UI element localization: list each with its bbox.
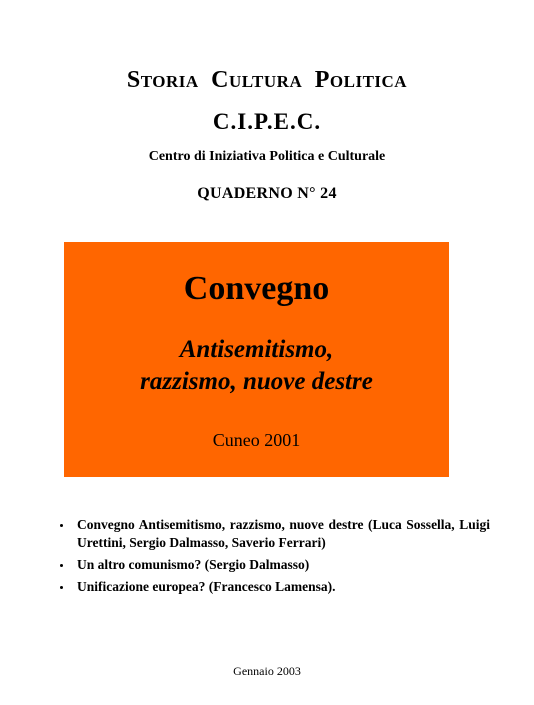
list-item — [60, 556, 490, 574]
list-item-text: Convegno Antisemitismo, razzismo, nuove destre (Luca Sossella, Luigi Urettini, Sergio Dalmasso, Saverio Ferrari) — [77, 517, 490, 550]
issue-number: QUADERNO N° 24 — [197, 185, 337, 202]
series-title-word: Storia — [126, 67, 199, 93]
conference-subtitle-line: Antisemitismo, — [179, 336, 334, 363]
contents-list — [60, 516, 490, 600]
conference-place-year: Cuneo 2001 — [212, 430, 301, 450]
cover-box — [64, 242, 449, 477]
conference-title: Convegno — [183, 270, 330, 307]
conference-subtitle — [64, 334, 449, 398]
series-title-word: Cultura — [211, 67, 303, 93]
list-item-text: Unificazione europea? (Francesco Lamensa). — [77, 579, 336, 594]
list-item — [60, 516, 490, 552]
bullet-icon — [60, 564, 63, 567]
org-name: Centro di Iniziativa Politica e Culturale — [148, 149, 386, 164]
series-title — [0, 68, 534, 92]
bullet-icon — [60, 524, 63, 527]
bullet-icon — [60, 586, 63, 589]
publication-date: Gennaio 2003 — [233, 664, 301, 678]
list-item-text: Un altro comunismo? (Sergio Dalmasso) — [77, 557, 310, 572]
org-acronym: C.I.P.E.C. — [212, 109, 322, 134]
conference-subtitle-line: razzismo, nuove destre — [140, 368, 373, 395]
series-title-word: Politica — [314, 67, 408, 93]
list-item — [60, 578, 490, 596]
